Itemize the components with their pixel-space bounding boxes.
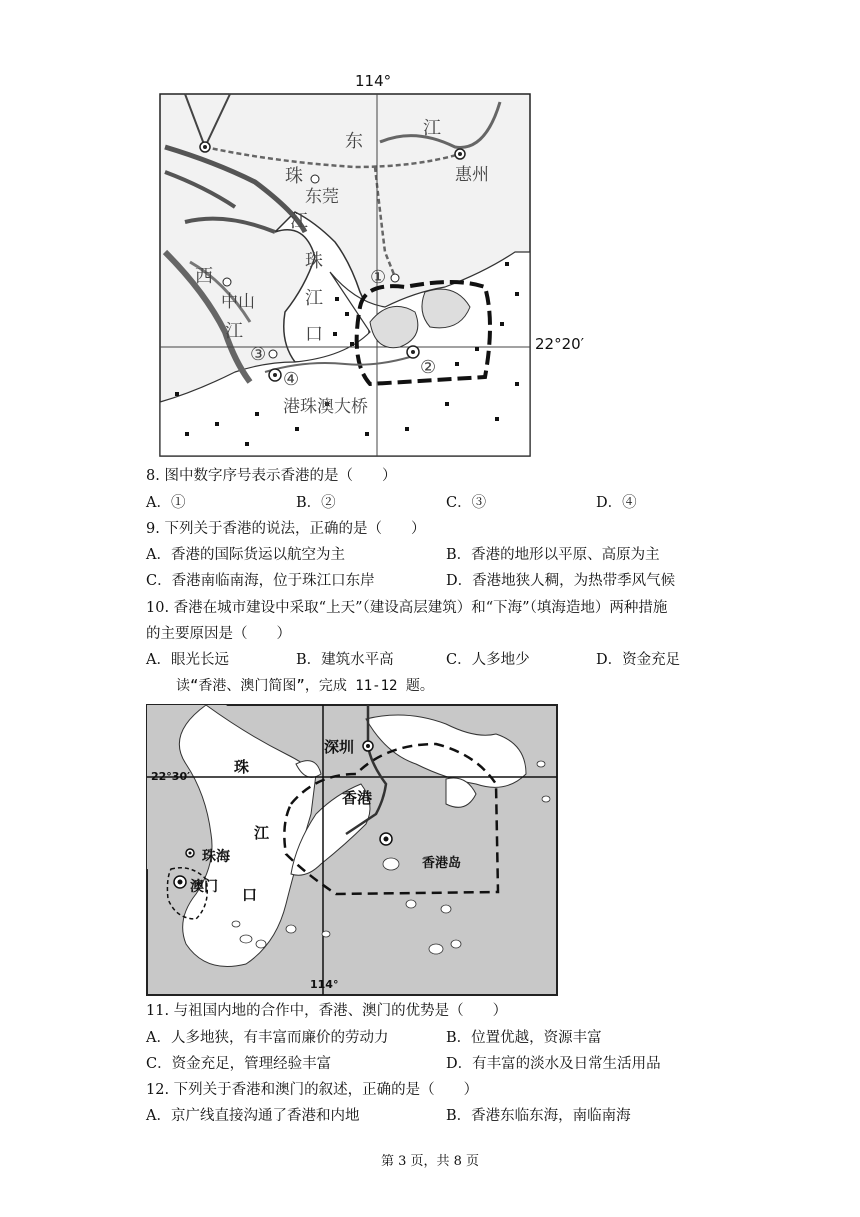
q10-option-d: D．资金充足 — [596, 652, 681, 668]
question-10-stem-line2: 的主要原因是（ ） — [146, 626, 291, 642]
label-xianggang: 香港 — [342, 789, 373, 807]
q11-option-a: A．人多地狭，有丰富而廉价的劳动力 — [146, 1030, 389, 1046]
label-kou: 口 — [305, 324, 323, 345]
label-jiang-mid: 江 — [290, 211, 308, 232]
map-hongkong-macau — [146, 704, 558, 996]
label-kou: 口 — [242, 886, 258, 904]
q11-option-d: D．有丰富的淡水及日常生活用品 — [446, 1056, 661, 1072]
label-dong: 东 — [345, 131, 363, 152]
q12-option-a: A．京广线直接沟通了香港和内地 — [146, 1108, 360, 1124]
question-11-stem: 11. 与祖国内地的合作中，香港、澳门的优势是（ ） — [146, 1003, 508, 1019]
label-xi: 西 — [195, 266, 213, 287]
page-footer: 第 3 页，共 8 页 — [380, 1154, 480, 1169]
q8-option-a: A．① — [146, 495, 186, 511]
map1-lon-label: 114° — [355, 72, 392, 90]
label-n3: ③ — [250, 344, 267, 365]
q9-option-c: C．香港南临南海，位于珠江口东岸 — [146, 573, 375, 589]
q8-option-d: D．④ — [596, 495, 637, 511]
label-zhuhai: 珠海 — [202, 849, 230, 865]
label-jiang-left: 江 — [225, 321, 243, 342]
q9-option-a: A．香港的国际货运以航空为主 — [146, 547, 345, 563]
label-shenzhen: 深圳 — [324, 738, 355, 756]
label-zhu: 珠 — [234, 758, 250, 776]
q10-option-c: C．人多地少 — [446, 652, 530, 668]
label-huizhou: 惠州 — [455, 165, 489, 185]
label-dongguan: 东莞 — [305, 187, 339, 207]
q10-option-b: B．建筑水平高 — [296, 652, 394, 668]
q11-option-c: C．资金充足，管理经验丰富 — [146, 1056, 332, 1072]
label-jiang: 江 — [254, 824, 270, 842]
question-12-stem: 12. 下列关于香港和澳门的叙述，正确的是（ ） — [146, 1082, 479, 1098]
q12-option-b: B．香港东临东海，南临南海 — [446, 1108, 631, 1124]
map1-lat-label: 22°20′ — [535, 335, 585, 353]
question-8-stem: 8. 图中数字序号表示香港的是（ ） — [146, 468, 397, 484]
section-intro: 读“香港、澳门简图”，完成 11-12 题。 — [176, 678, 434, 694]
question-10-stem-line1: 10. 香港在城市建设中采取“上天”（建设高层建筑）和“下海”（填海造地）两种措施 — [146, 600, 668, 616]
q10-option-a: A．眼光长远 — [146, 652, 229, 668]
label-zhongshan: 中山 — [221, 292, 255, 312]
q8-option-b: B．② — [296, 495, 336, 511]
label-aomen: 澳门 — [190, 879, 218, 895]
question-9-stem: 9. 下列关于香港的说法，正确的是（ ） — [146, 521, 426, 537]
label-jiang2: 江 — [305, 288, 323, 309]
q9-option-d: D．香港地狭人稠，为热带季风气候 — [446, 573, 676, 589]
label-zhu2: 珠 — [305, 251, 323, 272]
label-bridge: 港珠澳大桥 — [283, 397, 368, 417]
label-xianggangdao: 香港岛 — [422, 856, 462, 871]
label-n1: ① — [370, 267, 387, 288]
label-zhu: 珠 — [285, 166, 303, 187]
label-n2: ② — [420, 357, 437, 378]
label-jiang-top: 江 — [423, 118, 441, 139]
map-pearl-river-delta — [155, 72, 585, 462]
map2-lat-label: 22°30′ — [151, 770, 191, 783]
q8-option-c: C．③ — [446, 495, 487, 511]
map2-lon-label: 114° — [310, 978, 339, 991]
q9-option-b: B．香港的地形以平原、高原为主 — [446, 547, 660, 563]
q11-option-b: B．位置优越，资源丰富 — [446, 1030, 602, 1046]
label-n4: ④ — [283, 369, 300, 390]
